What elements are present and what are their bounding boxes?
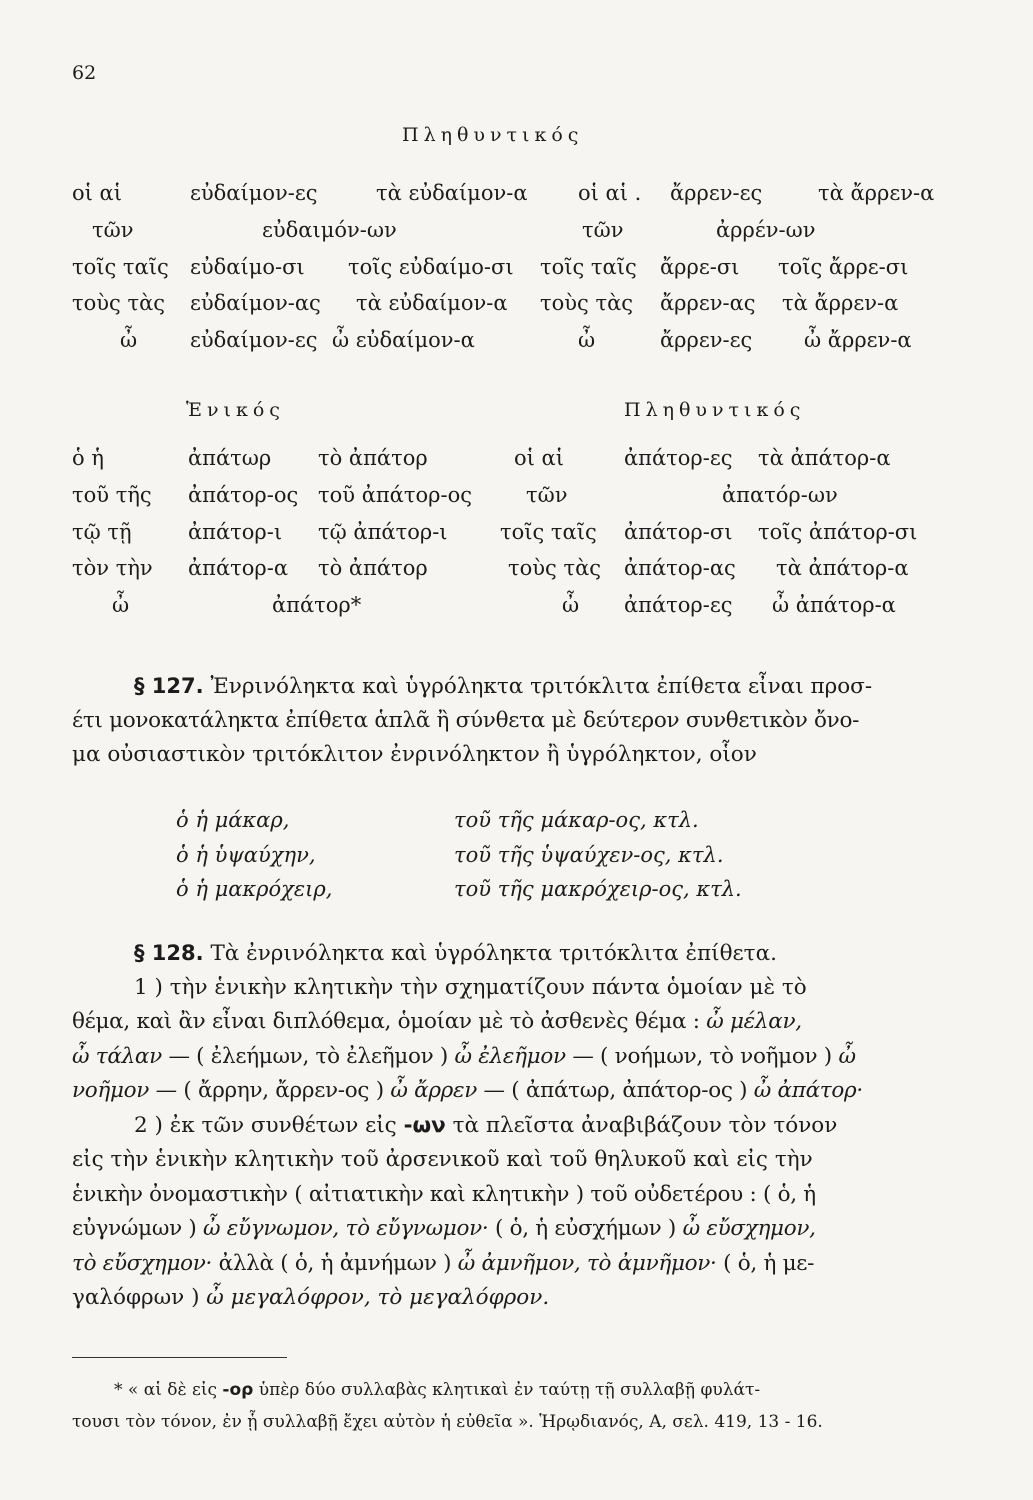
italic-example: ὦ εὔγνωμον, τὸ εὔγνωμον· bbox=[203, 1216, 489, 1241]
text-line bbox=[72, 1247, 947, 1282]
form-cell: ἀπάτορ-ες bbox=[624, 593, 733, 617]
neuter-cell: ὦ εὐδαίμον-α bbox=[332, 328, 475, 352]
neuter-cell: τοῦ ἀπάτορ-ος bbox=[318, 483, 472, 507]
article-cell: ὦ bbox=[562, 593, 580, 617]
paragraph-text: — ( νοήμων, τὸ νοῆμον ) bbox=[565, 1043, 839, 1069]
neuter-cell: τὰ εὐδαίμον-α bbox=[356, 291, 508, 315]
article-cell: ὦ bbox=[112, 593, 130, 617]
text-line: τουσι τὸν τόνον, ἐν ᾗ συλλαβῇ ἔχει αὐτὸν ἡ εὐθεῖα ». Ἡρῳδιανός, Α, σελ. 419, 13 - 16. bbox=[72, 1412, 823, 1432]
text-line: μα οὐσιαστικὸν τριτόκλιτον ἐνρινόληκτον ἢ ὑγρόληκτον, οἷον bbox=[72, 742, 757, 767]
paragraph-text: Ἐνρινόληκτα καὶ ὑγρόληκτα τριτόκλιτα ἐπίθετα εἶναι προσ- bbox=[210, 674, 873, 699]
paragraph-text: 2 ) ἐκ τῶν συνθέτων εἰς bbox=[134, 1112, 404, 1138]
italic-example: ὦ μέλαν, bbox=[706, 1009, 802, 1034]
article-cell: τοῖς ταῖς bbox=[72, 255, 169, 279]
form-cell: εὐδαίμον-ες bbox=[190, 328, 318, 352]
footnote bbox=[72, 1374, 952, 1438]
bold-suffix: -ορ bbox=[222, 1380, 254, 1400]
text-line bbox=[72, 1281, 947, 1316]
paragraph-text: γαλόφρων ) bbox=[72, 1285, 207, 1310]
form-cell: ἀπάτορ-α bbox=[188, 556, 289, 580]
article-cell: ὦ bbox=[120, 328, 138, 352]
article-cell: τοὺς τὰς bbox=[72, 291, 166, 315]
paragraph-text: εὐγνώμων ) bbox=[72, 1216, 203, 1241]
form-cell: ἀπάτορ-σι bbox=[624, 520, 733, 544]
article-cell: τῶν bbox=[582, 218, 624, 242]
table2-heading-plural: Πληθυντικός bbox=[624, 399, 806, 421]
form-cell: εὐδαίμο-σι bbox=[190, 255, 305, 279]
paragraph-text: ( ὁ, ἡ εὐσχήμων ) bbox=[488, 1216, 683, 1241]
article-cell: τοῖς ταῖς bbox=[540, 255, 637, 279]
form-cell: ἀρρέν-ων bbox=[716, 218, 816, 242]
form-cell: εὐδαιμόν-ων bbox=[262, 218, 397, 242]
neuter-cell: τὰ ἀπάτορ-α bbox=[776, 556, 909, 580]
form-cell: εὐδαίμον-ες bbox=[190, 181, 318, 205]
example-nominative: ὁ ἡ μακρόχειρ, bbox=[176, 877, 333, 901]
italic-example: ὦ ἀμνῆμον, τὸ ἀμνῆμον· bbox=[457, 1250, 717, 1276]
paragraph-text: — ( ἀπάτωρ, ἀπάτορ-ος ) bbox=[477, 1078, 754, 1103]
neuter-cell: τοῖς ἄρρε-σι bbox=[778, 255, 909, 279]
article-cell: ὁ ἡ bbox=[72, 446, 104, 470]
form-cell: ἄρρεν-ας bbox=[660, 291, 756, 315]
text-line bbox=[72, 1005, 947, 1040]
form-cell: ἄρρεν-ες bbox=[670, 181, 763, 205]
italic-example: ὦ τάλαν bbox=[72, 1043, 162, 1069]
form-cell: εὐδαίμον-ας bbox=[190, 291, 321, 315]
italic-example: ὦ bbox=[838, 1043, 856, 1069]
paragraph-text: ( ὁ, ἡ με- bbox=[716, 1250, 815, 1276]
text-line bbox=[72, 1109, 947, 1144]
section-number: § 128. bbox=[134, 941, 204, 965]
italic-example: ὦ ἀπάτορ· bbox=[753, 1078, 863, 1103]
neuter-cell: τοῖς ἀπάτορ-σι bbox=[758, 520, 918, 544]
paragraph-text: θέμα, καὶ ἂν εἶναι διπλόθεμα, ὁμοίαν μὲ τὸ ἀσθενὲς θέμα : bbox=[72, 1009, 707, 1034]
text-line: ἑνικὴν ὀνομαστικὴν ( αἰτιατικὴν καὶ κλητικὴν ) τοῦ οὐδετέρου : ( ὁ, ἡ bbox=[72, 1181, 816, 1207]
italic-example: ὦ ἄρρεν bbox=[390, 1078, 477, 1103]
table1-heading: Πληθυντικός bbox=[402, 124, 584, 146]
text-line bbox=[72, 971, 947, 1006]
text-line bbox=[72, 936, 947, 971]
neuter-cell: τὸ ἀπάτορ bbox=[318, 556, 428, 580]
neuter-cell: τὸ ἀπάτορ bbox=[318, 446, 428, 470]
page-number: 62 bbox=[72, 62, 97, 84]
example-genitive: τοῦ τῆς μακρόχειρ-ος, κτλ. bbox=[454, 877, 742, 901]
paragraph-text: — ( ἄρρην, ἄρρεν-ος ) bbox=[149, 1078, 391, 1103]
neuter-cell: τοῖς εὐδαίμο-σι bbox=[348, 255, 514, 279]
article-cell: τὸν τὴν bbox=[72, 556, 153, 580]
paragraph-text: ἀλλὰ ( ὁ, ἡ ἀμνήμων ) bbox=[212, 1250, 458, 1276]
neuter-cell: τὰ ἀπάτορ-α bbox=[758, 446, 891, 470]
article-cell: τοὺς τὰς bbox=[508, 556, 602, 580]
neuter-cell: ὦ ἀπάτορ-α bbox=[772, 593, 896, 617]
article-cell: οἱ αἱ . bbox=[578, 181, 642, 205]
form-cell: ἀπάτωρ bbox=[188, 446, 272, 470]
form-cell: ἀπάτορ-ες bbox=[624, 446, 733, 470]
form-cell: ἀπάτορ-ι bbox=[188, 520, 283, 544]
article-cell: οἱ αἱ bbox=[72, 181, 122, 205]
article-cell: ὦ bbox=[578, 328, 596, 352]
bold-suffix: -ων bbox=[403, 1112, 446, 1138]
example-nominative: ὁ ἡ ὑψαύχην, bbox=[176, 843, 316, 867]
table2-heading-singular: Ἑνικός bbox=[186, 399, 285, 421]
text-line: έτι μονοκατάληκτα ἐπίθετα ἁπλᾶ ἢ σύνθετα μὲ δεύτερον συνθετικὸν ὄνο- bbox=[72, 707, 860, 733]
footnote-text: ὑπὲρ δύο συλλαβὰς κλητικαὶ ἐν ταύτῃ τῇ συλλαβῇ φυλάτ- bbox=[253, 1380, 761, 1400]
text-line bbox=[72, 1374, 952, 1406]
section-127 bbox=[72, 669, 947, 773]
neuter-cell: τῷ ἀπάτορ-ι bbox=[318, 520, 448, 544]
italic-example: ὦ μεγαλόφρον, τὸ μεγαλόφρον. bbox=[206, 1285, 550, 1310]
article-cell: τῷ τῇ bbox=[72, 520, 132, 544]
italic-example: τὸ εὔσχημον· bbox=[72, 1250, 213, 1276]
article-cell: οἱ αἱ bbox=[514, 446, 564, 470]
text-line bbox=[72, 1040, 947, 1075]
neuter-cell: τὰ ἄρρεν-α bbox=[818, 181, 935, 205]
form-cell: ἀπάτορ* bbox=[272, 593, 362, 617]
article-cell: τῶν bbox=[92, 218, 134, 242]
paragraph-text: τὰ πλεῖστα ἀναβιβάζουν τὸν τόνον bbox=[445, 1112, 838, 1138]
paragraph-text: — ( ἐλεήμων, τὸ ἐλεῆμον ) bbox=[161, 1043, 455, 1069]
article-cell: τοὺς τὰς bbox=[540, 291, 634, 315]
article-cell: τῶν bbox=[526, 483, 568, 507]
neuter-cell: ὦ ἄρρεν-α bbox=[804, 328, 912, 352]
article-cell: τοῖς ταῖς bbox=[500, 520, 597, 544]
paragraph-text: Τὰ ἐνρινόληκτα καὶ ὑγρόληκτα τριτόκλιτα ἐπίθετα. bbox=[210, 941, 777, 966]
form-cell: ἀπάτορ-ας bbox=[624, 556, 736, 580]
paragraph-text: 1 ) τὴν ἑνικὴν κλητικὴν τὴν σχηματίζουν πάντα ὁμοίαν μὲ τὸ bbox=[134, 974, 807, 1000]
form-cell: ἄρρε-σι bbox=[660, 255, 740, 279]
footnote-divider bbox=[72, 1357, 287, 1358]
italic-example: νοῆμον bbox=[72, 1078, 150, 1103]
example-genitive: τοῦ τῆς ὑψαύχεν-ος, κτλ. bbox=[454, 843, 724, 867]
example-nominative: ὁ ἡ μάκαρ, bbox=[176, 808, 290, 832]
text-line bbox=[72, 1074, 947, 1109]
text-line: εἰς τὴν ἑνικὴν κλητικὴν τοῦ ἀρσενικοῦ καὶ τοῦ θηλυκοῦ καὶ εἰς τὴν bbox=[72, 1147, 813, 1172]
form-cell: ἀπατόρ-ων bbox=[722, 483, 838, 507]
text-line bbox=[72, 1212, 947, 1247]
example-genitive: τοῦ τῆς μάκαρ-ος, κτλ. bbox=[454, 808, 699, 832]
italic-example: ὦ εὔσχημον, bbox=[682, 1216, 816, 1241]
neuter-cell: τὰ ἄρρεν-α bbox=[782, 291, 899, 315]
footnote-text: * « αἱ δὲ εἰς bbox=[114, 1380, 223, 1400]
form-cell: ἀπάτορ-ος bbox=[188, 483, 299, 507]
article-cell: τοῦ τῆς bbox=[72, 483, 152, 507]
section-number: § 127. bbox=[134, 674, 204, 698]
italic-example: ὦ ἐλεῆμον bbox=[454, 1043, 566, 1069]
section-128 bbox=[72, 936, 947, 1316]
form-cell: ἄρρεν-ες bbox=[660, 328, 753, 352]
neuter-cell: τὰ εὐδαίμον-α bbox=[376, 181, 528, 205]
text-line bbox=[72, 669, 947, 704]
